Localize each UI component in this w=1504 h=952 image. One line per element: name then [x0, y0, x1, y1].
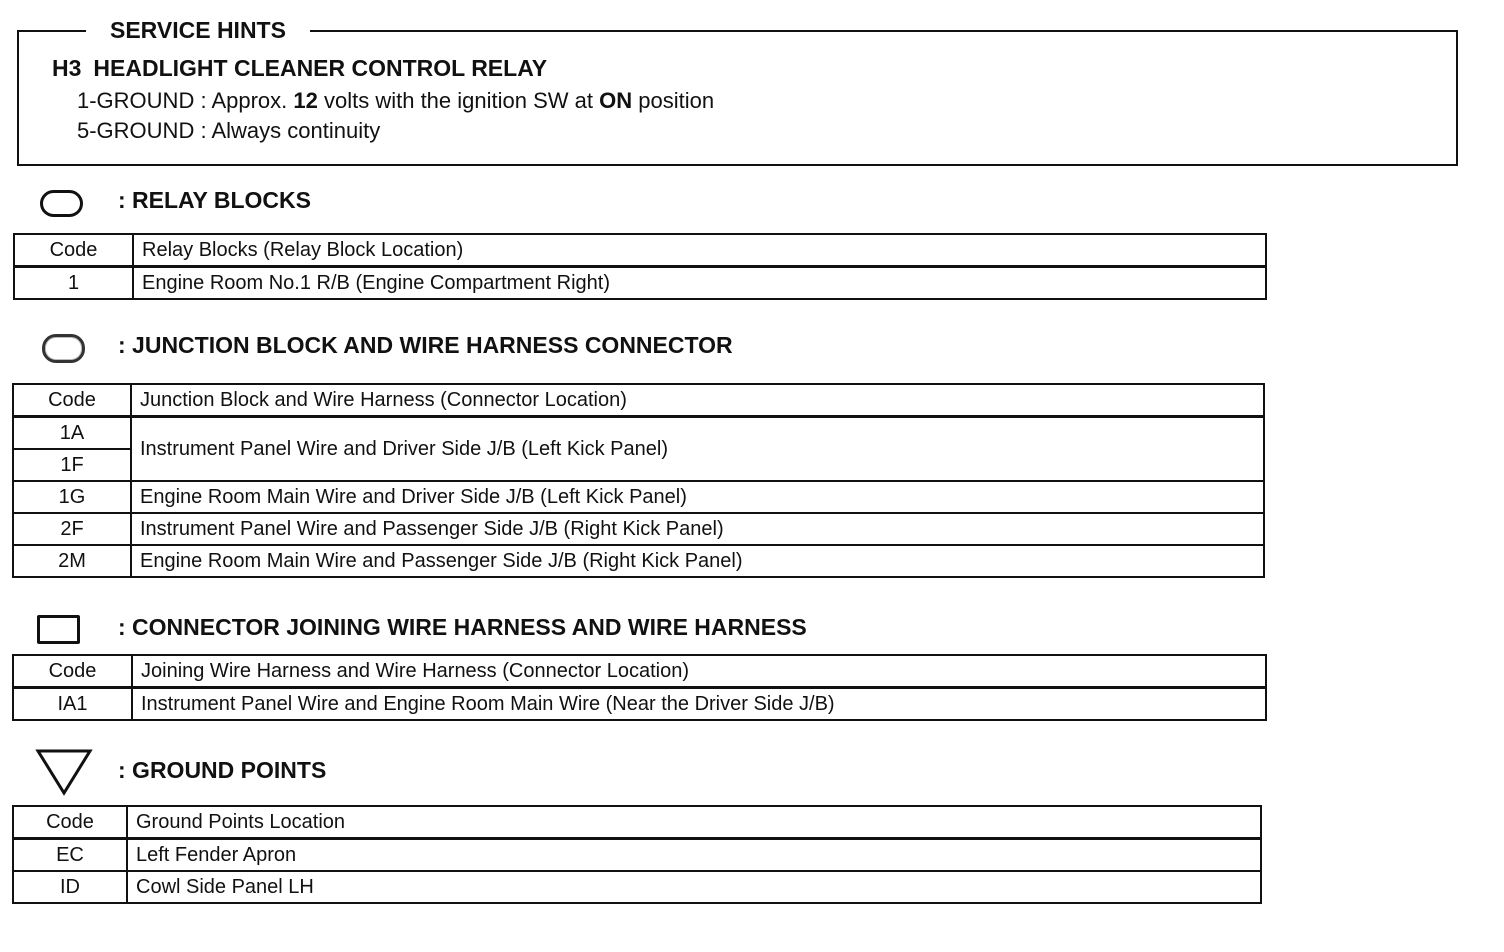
- junction-blocks-legend: : JUNCTION BLOCK AND WIRE HARNESS CONNECTOR: [118, 332, 733, 358]
- ground-points-legend: : GROUND POINTS: [118, 757, 327, 783]
- header-desc: Ground Points Location: [127, 806, 1261, 839]
- hint-line-1-pre: 1-GROUND : Approx.: [77, 88, 294, 113]
- table-header-row: [13, 384, 1264, 417]
- row-code: 2F: [13, 513, 131, 545]
- row-code: 1G: [13, 481, 131, 513]
- hint-line-1-voltage: 12: [293, 88, 318, 113]
- row-code: 1: [14, 267, 133, 300]
- hint-heading-text: HEADLIGHT CLEANER CONTROL RELAY: [93, 55, 548, 81]
- junction-blocks-table: [12, 383, 1265, 578]
- header-code: Code: [13, 384, 131, 417]
- row-desc: Instrument Panel Wire and Driver Side J/B (Left Kick Panel): [131, 417, 1264, 482]
- header-code: Code: [13, 655, 132, 688]
- header-desc: Junction Block and Wire Harness (Connector Location): [131, 384, 1264, 417]
- table-row: [13, 688, 1266, 721]
- hint-heading-code: H3: [52, 55, 82, 81]
- down-triangle-icon: [35, 748, 93, 796]
- table-header-row: [13, 806, 1261, 839]
- row-desc: Instrument Panel Wire and Passenger Side J/B (Right Kick Panel): [131, 513, 1264, 545]
- header-desc: Relay Blocks (Relay Block Location): [133, 234, 1266, 267]
- row-code: EC: [13, 839, 127, 872]
- service-hints-title: SERVICE HINTS: [86, 16, 310, 44]
- row-desc: Engine Room Main Wire and Driver Side J/B (Left Kick Panel): [131, 481, 1264, 513]
- hint-line-1-switch-state: ON: [599, 88, 633, 113]
- ground-points-table: [12, 805, 1262, 904]
- connectors-legend: : CONNECTOR JOINING WIRE HARNESS AND WIRE HARNESS: [118, 614, 807, 640]
- row-desc: Engine Room No.1 R/B (Engine Compartment Right): [133, 267, 1266, 300]
- table-row: [13, 545, 1264, 577]
- row-code: 1A: [13, 417, 131, 450]
- rectangle-icon: [37, 615, 80, 644]
- rounded-rectangle-shaded-icon: [42, 334, 85, 363]
- hint-line-2: [77, 118, 380, 144]
- table-row: [13, 417, 1264, 450]
- row-code: ID: [13, 871, 127, 903]
- hint-line-1-mid: volts with the ignition SW at: [317, 88, 600, 113]
- hint-line-1-post: position: [632, 88, 715, 113]
- row-code: 1F: [13, 449, 131, 481]
- row-desc: Left Fender Apron: [127, 839, 1261, 872]
- table-row: [14, 267, 1266, 300]
- header-code: Code: [14, 234, 133, 267]
- row-desc: Engine Room Main Wire and Passenger Side J/B (Right Kick Panel): [131, 545, 1264, 577]
- service-hints-box: [17, 30, 1458, 166]
- table-row: [13, 481, 1264, 513]
- rounded-rectangle-icon: [40, 190, 83, 217]
- table-row: [13, 871, 1261, 903]
- header-code: Code: [13, 806, 127, 839]
- hint-line-1: [77, 88, 714, 114]
- row-desc: Instrument Panel Wire and Engine Room Main Wire (Near the Driver Side J/B): [132, 688, 1266, 721]
- connectors-table: [12, 654, 1267, 721]
- row-code: 2M: [13, 545, 131, 577]
- row-code: IA1: [13, 688, 132, 721]
- hint-line-2-text: 5-GROUND : Always continuity: [77, 118, 381, 143]
- table-header-row: [14, 234, 1266, 267]
- hint-heading: [52, 54, 547, 82]
- relay-blocks-legend: : RELAY BLOCKS: [118, 187, 311, 213]
- relay-blocks-table: [13, 233, 1267, 300]
- table-row: [13, 839, 1261, 872]
- header-desc: Joining Wire Harness and Wire Harness (Connector Location): [132, 655, 1266, 688]
- row-desc: Cowl Side Panel LH: [127, 871, 1261, 903]
- table-header-row: [13, 655, 1266, 688]
- table-row: [13, 513, 1264, 545]
